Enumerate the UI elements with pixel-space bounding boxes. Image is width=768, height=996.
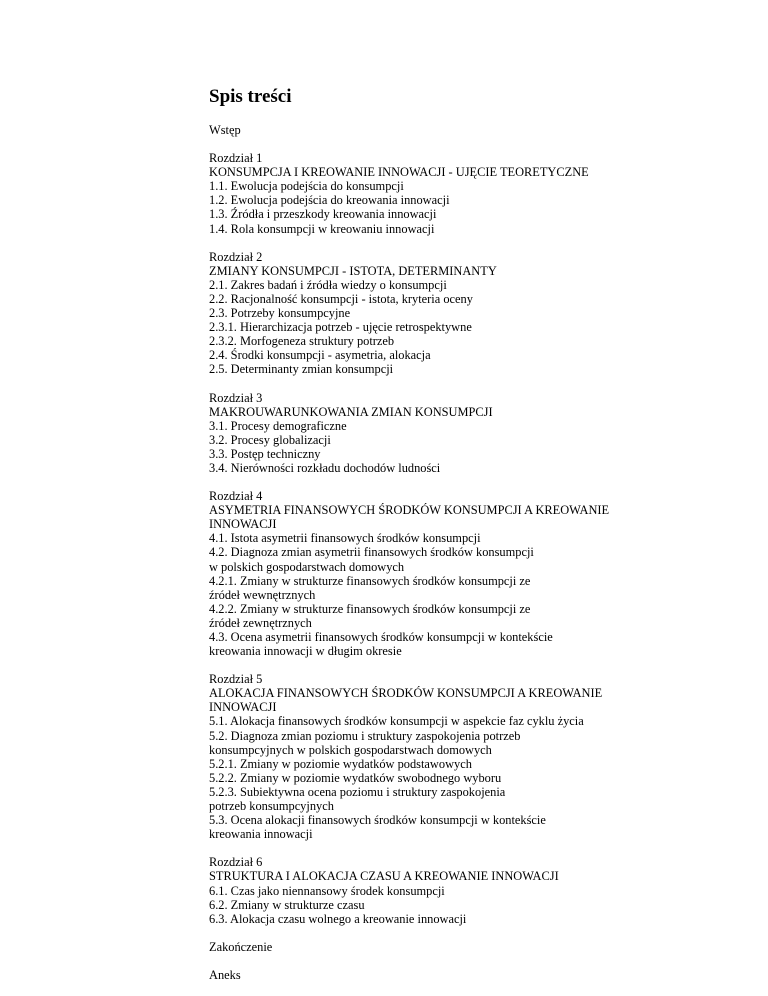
toc-entry: źródeł zewnętrznych bbox=[209, 615, 312, 630]
chapter-section bbox=[209, 151, 749, 236]
chapter-section bbox=[209, 672, 749, 841]
toc-entry: 5.2.2. Zmiany w poziomie wydatków swobodnego wyboru bbox=[209, 770, 502, 785]
toc-entry: 3.3. Postęp techniczny bbox=[209, 446, 321, 461]
toc-entry: 2.3.1. Hierarchizacja potrzeb - ujęcie retrospektywne bbox=[209, 320, 472, 335]
toc-entry: 4.1. Istota asymetrii finansowych środków konsumpcji bbox=[209, 531, 481, 546]
chapter-section bbox=[209, 250, 749, 377]
toc-entry: 6.2. Zmiany w strukturze czasu bbox=[209, 897, 365, 912]
toc-entry: INNOWACJI bbox=[209, 517, 277, 532]
intro-section bbox=[209, 123, 749, 137]
page-title: Spis treści bbox=[209, 86, 292, 107]
toc-entry: 2.2. Racjonalność konsumpcji - istota, kryteria oceny bbox=[209, 291, 473, 306]
toc-entry: 3.4. Nierówności rozkładu dochodów ludności bbox=[209, 460, 441, 475]
toc-entry: 2.4. Środki konsumpcji - asymetria, alokacja bbox=[209, 348, 431, 363]
toc-entry: 5.2.1. Zmiany w poziomie wydatków podstawowych bbox=[209, 756, 472, 771]
chapter-label: Rozdział 5 bbox=[209, 672, 263, 687]
toc-entry: 2.5. Determinanty zmian konsumpcji bbox=[209, 362, 394, 377]
chapter-section bbox=[209, 489, 749, 658]
chapter-heading: KONSUMPCJA I KREOWANIE INNOWACJI - UJĘCIE TEORETYCZNE bbox=[209, 165, 589, 180]
toc-entry-conclusion: Zakończenie bbox=[209, 939, 273, 954]
toc-entry: 2.3. Potrzeby konsumpcyjne bbox=[209, 306, 351, 321]
toc-entry: 1.4. Rola konsumpcji w kreowaniu innowacji bbox=[209, 221, 435, 236]
annex-section bbox=[209, 968, 749, 982]
chapter-heading: ALOKACJA FINANSOWYCH ŚRODKÓW KONSUMPCJI A KREOWANIE bbox=[209, 686, 603, 701]
chapter-label: Rozdział 3 bbox=[209, 390, 263, 405]
toc-entry: 6.1. Czas jako niennansowy środek konsumpcji bbox=[209, 883, 445, 898]
chapters-list bbox=[209, 151, 749, 926]
toc-entry: 1.3. Źródła i przeszkody kreowania innowacji bbox=[209, 207, 437, 222]
chapter-label: Rozdział 1 bbox=[209, 151, 263, 166]
toc-entry: 3.2. Procesy globalizacji bbox=[209, 432, 331, 447]
toc-entry: 5.1. Alokacja finansowych środków konsumpcji w aspekcie faz cyklu życia bbox=[209, 714, 584, 729]
chapter-label: Rozdział 4 bbox=[209, 489, 263, 504]
toc-entry: kreowania innowacji w długim okresie bbox=[209, 644, 402, 659]
toc-entry: kreowania innowacji bbox=[209, 827, 313, 842]
toc-entry: 4.3. Ocena asymetrii finansowych środków konsumpcji w kontekście bbox=[209, 630, 553, 644]
toc-entry: w polskich gospodarstwach domowych bbox=[209, 559, 405, 574]
chapter-heading: ASYMETRIA FINANSOWYCH ŚRODKÓW KONSUMPCJI A KREOWANIE bbox=[209, 503, 610, 518]
toc-entry: źródeł wewnętrznych bbox=[209, 587, 316, 602]
chapter-heading: STRUKTURA I ALOKACJA CZASU A KREOWANIE INNOWACJI bbox=[209, 869, 559, 884]
toc-entry-annex: Aneks bbox=[209, 967, 241, 982]
toc-entry: 4.2.1. Zmiany w strukturze finansowych środków konsumpcji ze bbox=[209, 573, 531, 588]
chapter-section bbox=[209, 855, 749, 925]
toc-entry: potrzeb konsumpcyjnych bbox=[209, 799, 334, 814]
toc-entry: 1.2. Ewolucja podejścia do kreowania innowacji bbox=[209, 193, 450, 208]
toc-entry: 4.2. Diagnoza zmian asymetrii finansowych środków konsumpcji bbox=[209, 545, 534, 560]
chapter-heading: ZMIANY KONSUMPCJI - ISTOTA, DETERMINANTY bbox=[209, 263, 497, 278]
toc-entry-intro: Wstęp bbox=[209, 123, 241, 137]
table-of-contents bbox=[209, 86, 749, 996]
toc-entry: 1.1. Ewolucja podejścia do konsumpcji bbox=[209, 179, 404, 194]
toc-entry: konsumpcyjnych w polskich gospodarstwach domowych bbox=[209, 742, 492, 757]
toc-entry: 2.1. Zakres badań i źródła wiedzy o konsumpcji bbox=[209, 277, 447, 292]
chapter-label: Rozdział 6 bbox=[209, 855, 263, 870]
chapter-heading: MAKROUWARUNKOWANIA ZMIAN KONSUMPCJI bbox=[209, 404, 493, 419]
chapter-label: Rozdział 2 bbox=[209, 249, 263, 264]
toc-entry: 5.3. Ocena alokacji finansowych środków konsumpcji w kontekście bbox=[209, 813, 546, 828]
conclusion-section bbox=[209, 940, 749, 954]
toc-entry: 5.2.3. Subiektywna ocena poziomu i struktury zaspokojenia bbox=[209, 784, 506, 799]
chapter-section bbox=[209, 391, 749, 476]
toc-entry: INNOWACJI bbox=[209, 700, 277, 715]
toc-entry: 3.1. Procesy demograficzne bbox=[209, 418, 347, 433]
toc-entry: 4.2.2. Zmiany w strukturze finansowych środków konsumpcji ze bbox=[209, 601, 531, 616]
toc-entry: 2.3.2. Morfogeneza struktury potrzeb bbox=[209, 334, 395, 349]
toc-entry: 5.2. Diagnoza zmian poziomu i struktury zaspokojenia potrzeb bbox=[209, 728, 521, 743]
toc-entry: 6.3. Alokacja czasu wolnego a kreowanie innowacji bbox=[209, 911, 467, 926]
